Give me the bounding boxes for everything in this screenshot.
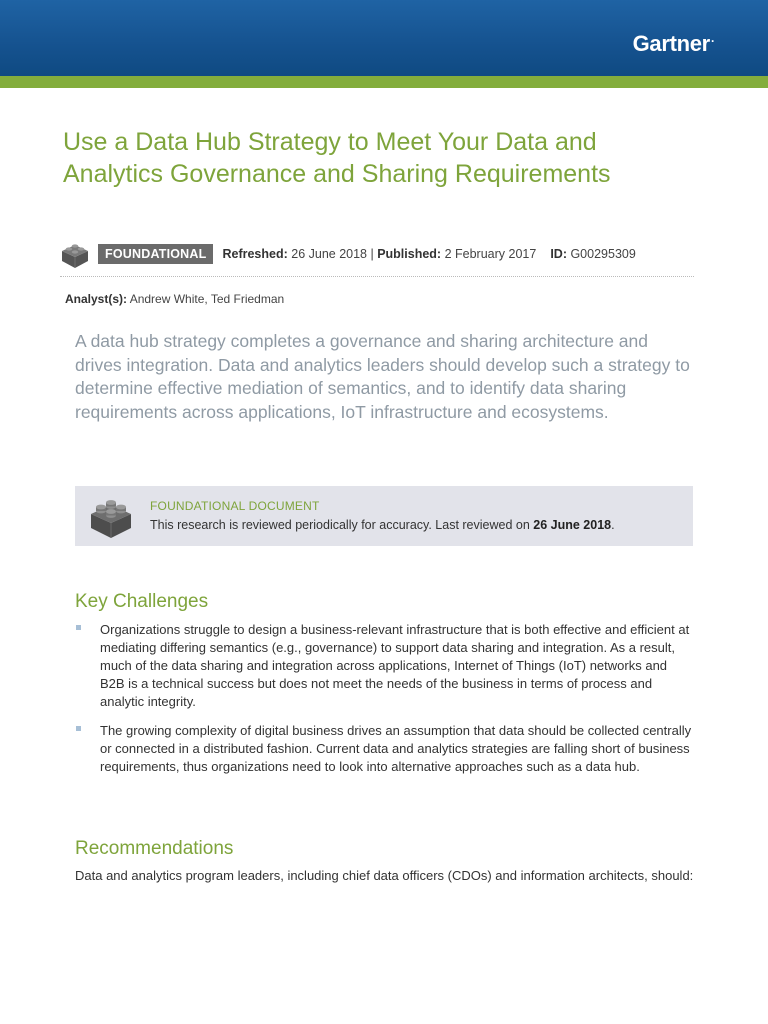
divider [60,276,694,277]
key-challenges-heading: Key Challenges [75,591,209,612]
foundational-document-notice [75,486,693,546]
list-item [75,722,695,776]
list-item-text: The growing complexity of digital business drives an assumption that data should be collected centrally or connected in a distributed fashion. Current data and analytics strategies are falling short of business requirements, thus organizations need to look into alternative approaches such as a data hub. [100,723,692,774]
header-bar [0,0,768,76]
bullet-marker [76,726,81,731]
analysts-line: Analyst(s): Andrew White, Ted Friedman [65,292,285,306]
summary-paragraph: A data hub strategy completes a governance and sharing architecture and drives integration. Data and analytics leaders should develop such a strategy to determine effective mediation of semantics, and to identify data sharing requirements across applications, IoT infrastructure and ecosystems. [75,331,690,422]
lego-brick-icon [60,239,90,269]
notice-heading: FOUNDATIONAL DOCUMENT [150,499,320,513]
publication-dates: Refreshed: 26 June 2018 | Published: 2 February 2017 [222,247,537,261]
recommendations-heading: Recommendations [75,838,234,859]
list-item-text: Organizations struggle to design a business-relevant infrastructure that is both effective and efficient at mediating differing semantics (e.g., governance) to support data sharing and integration. As a result, much of the data sharing and integration across applications, Internet of Things (IoT) networks and B2B is a technical success but does not meet the needs of the business in terms of process and analytic integrity. [100,622,690,709]
bullet-marker [76,625,81,630]
document-title: Use a Data Hub Strategy to Meet Your Data and Analytics Governance and Sharing Requirements [63,128,611,188]
notice-text: This research is reviewed periodically for accuracy. Last reviewed on 26 June 2018. [150,518,615,532]
document-id: ID: G00295309 [550,247,636,261]
recommendations-intro: Data and analytics program leaders, including chief data officers (CDOs) and information architects, should: [75,868,694,883]
lego-brick-icon [88,496,134,540]
document-meta [60,238,694,270]
accent-bar [0,76,768,88]
foundational-badge: FOUNDATIONAL [98,244,213,264]
list-item [75,621,695,711]
gartner-logo[interactable]: Gartner. [632,31,714,56]
